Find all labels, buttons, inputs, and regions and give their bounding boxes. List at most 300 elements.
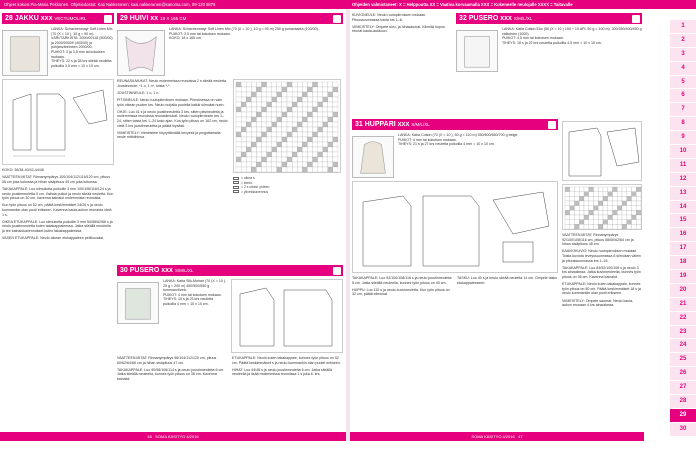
index-tab-28[interactable]: 28 [670, 395, 696, 408]
chart-cell [246, 97, 251, 102]
index-tab-3[interactable]: 3 [670, 48, 696, 61]
chart-cell [262, 167, 267, 172]
index-tab-22[interactable]: 22 [670, 312, 696, 325]
chart-cell [272, 127, 277, 132]
chart-cell [241, 117, 246, 122]
chart-cell [636, 201, 641, 206]
chart-cell [282, 127, 287, 132]
pattern-29-legend: = oikea s = kierto = 2 s oikein yhteen = ylivetokavennus [233, 176, 341, 194]
chart-cell [589, 206, 594, 211]
index-tab-10[interactable]: 10 [670, 145, 696, 158]
chart-cell [328, 102, 333, 107]
index-tab-30[interactable]: 30 [670, 423, 696, 436]
chart-cell [241, 82, 246, 87]
chart-cell [246, 142, 251, 147]
chart-cell [328, 82, 333, 87]
chart-cell [297, 122, 302, 127]
chart-cell [323, 132, 328, 137]
chart-cell [313, 132, 318, 137]
chart-cell [302, 122, 307, 127]
index-tab-20[interactable]: 20 [670, 284, 696, 297]
index-tab-19[interactable]: 19 [670, 270, 696, 283]
top-bar-right: Ohjeiden valmistaneet: X = Helppoutta XX = Vaativa korvaamalla XXX = Kokeneelle neulojalle XXXX = Taitavalle [352, 2, 573, 7]
pattern-29-header: 29 HUIVI xx 18 X 165 CM [117, 13, 343, 24]
chart-cell [603, 224, 608, 229]
index-tab-4[interactable]: 4 [670, 62, 696, 75]
chart-cell [267, 92, 272, 97]
chart-cell [251, 127, 256, 132]
chart-cell [267, 132, 272, 137]
pattern-31-text-5: VIIMEISTELY: Ompele sivu- ja hihasaumat. Kiinnitä hupun reunat kaula-aukkoon. [352, 24, 446, 34]
chart-cell [570, 196, 575, 201]
chart-cell [575, 192, 580, 197]
index-tab-5[interactable]: 5 [670, 76, 696, 89]
index-tab-23[interactable]: 23 [670, 326, 696, 339]
chart-cell [632, 210, 637, 215]
chart-cell [302, 167, 307, 172]
chart-cell [272, 122, 277, 127]
chart-cell [236, 112, 241, 117]
chart-cell [575, 201, 580, 206]
chart-cell [575, 196, 580, 201]
chart-cell [589, 187, 594, 192]
chart-cell [256, 92, 261, 97]
chart-cell [598, 201, 603, 206]
level-icon [333, 267, 341, 275]
pattern-29-specs: LANKA: Schachenmayr Soft Linen Mix (70 (X = 10 ), 10 g = 93 m) 250 g punavaalea (100/00). [169, 27, 319, 31]
chart-cell [307, 147, 312, 152]
chart-cell [236, 97, 241, 102]
chart-cell [272, 162, 277, 167]
chart-cell [627, 220, 632, 225]
chart-cell [277, 157, 282, 162]
chart-cell [251, 157, 256, 162]
chart-cell [282, 112, 287, 117]
chart-cell [292, 137, 297, 142]
chart-cell [636, 192, 641, 197]
index-tab-12[interactable]: 12 [670, 173, 696, 186]
chart-cell [282, 142, 287, 147]
chart-cell [302, 132, 307, 137]
chart-cell [333, 82, 338, 87]
chart-cell [613, 224, 618, 229]
left-page [0, 9, 346, 441]
chart-cell [251, 82, 256, 87]
index-tab-14[interactable]: 14 [670, 201, 696, 214]
chart-cell [613, 196, 618, 201]
pattern-30-text-2: TAKAKAPPALE: Luo 90/98/106/114 s ja neulo joustinneuletta 6 cm. Jatka sileällä neuleella, kunnes työn pituus on 38 cm. Kavenna kainalot. [117, 367, 225, 381]
index-tab-26[interactable]: 26 [670, 367, 696, 380]
chart-cell [333, 122, 338, 127]
chart-cell [636, 206, 641, 211]
chart-cell [262, 122, 267, 127]
chart-cell [302, 87, 307, 92]
chart-cell [297, 142, 302, 147]
chart-cell [241, 127, 246, 132]
chart-cell [292, 112, 297, 117]
pattern-30-needles: PUIKOT: 4 mm tai kokoisen mukaan. [163, 292, 222, 297]
chart-cell [302, 112, 307, 117]
chart-cell [297, 117, 302, 122]
chart-cell [307, 122, 312, 127]
chart-cell [333, 132, 338, 137]
chart-cell [570, 210, 575, 215]
chart-cell [267, 87, 272, 92]
pattern-28-text-2: TAKAKAPPALE: Luo silmukoita puikoille 3 mm 100/108/116/124 s ja neulo joustinneuletta 5 cm. Vaihda puikot ja neulo sileää neuletta. Kun työn pituus on 30 cm, kavenna kainalot molemmista reunoista. [2, 186, 114, 201]
chart-cell [307, 82, 312, 87]
chart-cell [307, 137, 312, 142]
chart-cell [262, 127, 267, 132]
chart-cell [333, 147, 338, 152]
chart-cell [292, 107, 297, 112]
chart-cell [272, 102, 277, 107]
chart-cell [282, 97, 287, 102]
chart-cell [313, 112, 318, 117]
chart-cell [333, 92, 338, 97]
chart-cell [287, 132, 292, 137]
index-tab-24[interactable]: 24 [670, 339, 696, 352]
chart-cell [297, 107, 302, 112]
chart-cell [598, 210, 603, 215]
chart-cell [246, 92, 251, 97]
chart-cell [323, 142, 328, 147]
chart-cell [307, 127, 312, 132]
chart-cell [262, 137, 267, 142]
chart-cell [323, 147, 328, 152]
index-tab-18[interactable]: 18 [670, 256, 696, 269]
chart-cell [603, 196, 608, 201]
chart-cell [292, 147, 297, 152]
chart-cell [594, 187, 599, 192]
chart-cell [589, 224, 594, 229]
pattern-32-chart [562, 184, 642, 230]
chart-cell [328, 137, 333, 142]
chart-cell [313, 117, 318, 122]
chart-cell [262, 82, 267, 87]
chart-cell [632, 196, 637, 201]
pattern-32-needles: PUIKOT: 4,5 mm tai kokoisen mukaan. [502, 36, 564, 41]
chart-cell [318, 117, 323, 122]
chart-cell [570, 206, 575, 211]
chart-cell [333, 157, 338, 162]
pattern-31-gauge: TIHEYS: 21 s ja 27 krs neuletta puikoilla 4 mm = 10 x 10 cm. [398, 142, 495, 147]
chart-cell [622, 206, 627, 211]
chart-cell [282, 167, 287, 172]
index-tab-27[interactable]: 27 [670, 381, 696, 394]
chart-cell [598, 192, 603, 197]
pattern-28-gauge: TIHEYS: 22 s ja 28 krs sileää neuletta puikoilla 3,5 mm = 10 x 10 cm. [51, 59, 112, 68]
pattern-32-text-5: VIIMEISTELY: Ompele saumat. Neulo kaula-aukon reunaan 4 krs ainaoikeaa. [562, 298, 634, 308]
chart-cell [608, 196, 613, 201]
chart-cell [323, 127, 328, 132]
chart-cell [565, 201, 570, 206]
chart-cell [267, 122, 272, 127]
chart-cell [292, 127, 297, 132]
chart-cell [579, 192, 584, 197]
chart-cell [333, 117, 338, 122]
chart-cell [579, 220, 584, 225]
chart-cell [277, 112, 282, 117]
chart-cell [307, 157, 312, 162]
chart-cell [287, 82, 292, 87]
chart-cell [579, 196, 584, 201]
chart-cell [313, 157, 318, 162]
pattern-28-text-1: VAATTEEN MITAT: Rinnanympärys 100/104/112/116/120 cm, pituus 55 cm joka kokossa ja hihan sisäpituus 45 cm joka kokossa. [2, 175, 111, 184]
chart-cell [282, 102, 287, 107]
index-tab-16[interactable]: 16 [670, 228, 696, 241]
pattern-28-thumbnail [2, 30, 48, 76]
chart-cell [627, 210, 632, 215]
chart-cell [598, 196, 603, 201]
pattern-32-text-3: TAKAKAPPALE: Luo 84/92/100/108 s ja neulo 3 krs ainaoikeaa. Jatka kuvioneuleella, kunnes työn pituus on 36 cm. Kavenna kainalot. [562, 265, 641, 279]
right-page [350, 9, 670, 441]
chart-cell [292, 157, 297, 162]
chart-cell [323, 152, 328, 157]
chart-cell [608, 224, 613, 229]
chart-cell [282, 92, 287, 97]
chart-cell [277, 97, 282, 102]
chart-cell [589, 220, 594, 225]
chart-cell [328, 122, 333, 127]
chart-cell [617, 201, 622, 206]
chart-cell [251, 97, 256, 102]
chart-cell [246, 117, 251, 122]
chart-cell [328, 92, 333, 97]
pattern-32-gauge: TIHEYS: 18 s ja 22 krs neuletta puikoilla 4,5 mm = 10 x 10 cm. [502, 40, 602, 45]
chart-cell [292, 102, 297, 107]
chart-cell [328, 127, 333, 132]
chart-cell [575, 206, 580, 211]
chart-cell [579, 210, 584, 215]
chart-cell [282, 152, 287, 157]
pattern-30 [117, 265, 343, 433]
chart-cell [318, 112, 323, 117]
chart-cell [241, 142, 246, 147]
chart-cell [287, 142, 292, 147]
chart-cell [627, 206, 632, 211]
chart-cell [292, 122, 297, 127]
chart-cell [302, 117, 307, 122]
pattern-29-text-5: VIIMEISTELY: Viimeistele höyryttämällä kevyesti ja pingottamalla neule mittoihinsa. [117, 130, 221, 140]
chart-cell [251, 107, 256, 112]
pattern-28-text-5: VASEN ETUKAPPALE: Neulo oikean etukappaleen peilikuvaksi. [2, 236, 105, 241]
chart-cell [328, 117, 333, 122]
chart-cell [565, 224, 570, 229]
pattern-30-text-1: VAATTEEN MITAT: Rinnanympärys 96/104/112/120 cm, pituus 60/62/64/66 cm ja hihan sisäpituus 47 cm. [117, 356, 217, 365]
pattern-29 [117, 13, 343, 261]
chart-cell [302, 127, 307, 132]
chart-cell [579, 224, 584, 229]
chart-cell [328, 152, 333, 157]
chart-cell [267, 152, 272, 157]
chart-cell [313, 92, 318, 97]
pattern-30-header: 30 PUSERO xxx S/M/L/XL [117, 265, 343, 276]
chart-cell [565, 210, 570, 215]
chart-cell [292, 97, 297, 102]
chart-cell [594, 210, 599, 215]
chart-cell [287, 152, 292, 157]
chart-cell [622, 187, 627, 192]
chart-cell [594, 206, 599, 211]
chart-cell [328, 157, 333, 162]
pattern-31-needles: PUIKOT: 4 mm tai kokoisen mukaan. [398, 137, 457, 142]
index-tab-15[interactable]: 15 [670, 214, 696, 227]
chart-cell [627, 224, 632, 229]
chart-cell [287, 112, 292, 117]
chart-cell [256, 87, 261, 92]
chart-cell [251, 112, 256, 117]
chart-cell [617, 187, 622, 192]
chart-cell [297, 167, 302, 172]
chart-cell [292, 92, 297, 97]
chart-cell [323, 107, 328, 112]
chart-cell [241, 162, 246, 167]
index-tab-17[interactable]: 17 [670, 242, 696, 255]
chart-cell [251, 167, 256, 172]
pattern-29-thumbnail [117, 30, 165, 76]
index-tab-2[interactable]: 2 [670, 34, 696, 47]
chart-cell [251, 122, 256, 127]
chart-cell [262, 117, 267, 122]
level-icon [104, 15, 112, 23]
chart-cell [318, 157, 323, 162]
chart-cell [262, 157, 267, 162]
chart-cell [262, 152, 267, 157]
pattern-30-gauge: TIHEYS: 19 s ja 23 krs neuletta puikoilla 4 mm = 10 x 10 cm. [163, 297, 214, 306]
chart-cell [287, 92, 292, 97]
pattern-29-text-4: OHJE: Luo 41 s ja neulo joustinneuletta 3 krs, sitten pitsineuletta ja molemmissa reunoissa reunasilmukat. Neulo ruutupiirroksen krs 1–24, sitten toista krs 1–24 koko ajan. Kun työn pituus on 162 cm, neulo vielä 3 krs joustinneuletta ja päätä löysästi. [117, 109, 228, 128]
chart-cell [579, 201, 584, 206]
index-tab-9[interactable]: 9 [670, 131, 696, 144]
chart-cell [297, 97, 302, 102]
index-tab-11[interactable]: 11 [670, 159, 696, 172]
chart-cell [236, 132, 241, 137]
index-tab-8[interactable]: 8 [670, 117, 696, 130]
pattern-31-text-4: TASKU: Luo 40 s ja neulo sileää neuletta 14 cm. Ompele tasku etukappaleeseen. [457, 276, 558, 285]
chart-cell [584, 215, 589, 220]
chart-cell [302, 142, 307, 147]
chart-cell [603, 192, 608, 197]
chart-cell [584, 224, 589, 229]
index-tab-21[interactable]: 21 [670, 298, 696, 311]
pattern-31 [352, 119, 558, 431]
chart-cell [282, 117, 287, 122]
chart-cell [636, 215, 641, 220]
chart-cell [613, 220, 618, 225]
pattern-28-text-4: OIKEA ETUKAPPALE: Luo silmukoita puikoille 3 mm 54/58/62/66 s ja neulo joustinneuletta kuten takakappaleessa. Jatka sileällä neuleella ja tee kainalokavennukset kuten takakappaleessa. [2, 219, 113, 233]
chart-cell [246, 132, 251, 137]
chart-cell [594, 201, 599, 206]
chart-cell [570, 224, 575, 229]
chart-cell [282, 107, 287, 112]
chart-cell [608, 192, 613, 197]
chart-cell [246, 147, 251, 152]
chart-cell [287, 97, 292, 102]
chart-cell [307, 152, 312, 157]
chart-cell [267, 147, 272, 152]
chart-cell [318, 107, 323, 112]
chart-cell [236, 92, 241, 97]
pattern-32-text-1: VAATTEEN MITAT: Rinnanympärys 92/100/108/116 cm, pituus 58/60/62/64 cm ja hihan sisäpituus 45 cm. [562, 233, 634, 247]
chart-cell [256, 107, 261, 112]
chart-cell [272, 167, 277, 172]
chart-cell [282, 157, 287, 162]
chart-cell [236, 122, 241, 127]
chart-cell [598, 206, 603, 211]
index-tab-1[interactable]: 1 [670, 20, 696, 33]
pattern-28-schematic [2, 79, 114, 165]
pattern-32-specs: LANKA: Katia Cotton Eko (50 (X = 10 ) 100 + 10 APL 50 g = 100 m). 300/350/400/450 g valkoinen (1000). [502, 27, 642, 36]
chart-cell [575, 210, 580, 215]
chart-cell [256, 127, 261, 132]
pattern-28-header: 28 JAKKU xxx VECTUMOLIRL [2, 13, 114, 24]
index-tab-6[interactable]: 6 [670, 89, 696, 102]
chart-cell [236, 157, 241, 162]
chart-cell [292, 87, 297, 92]
chart-cell [584, 196, 589, 201]
chart-cell [632, 187, 637, 192]
chart-cell [256, 142, 261, 147]
chart-cell [632, 224, 637, 229]
chart-cell [333, 107, 338, 112]
chart-cell [241, 112, 246, 117]
pattern-29-chart [233, 79, 341, 173]
chart-cell [313, 82, 318, 87]
chart-cell [313, 87, 318, 92]
chart-cell [323, 122, 328, 127]
chart-cell [565, 192, 570, 197]
index-tab-7[interactable]: 7 [670, 103, 696, 116]
chart-cell [236, 107, 241, 112]
index-tab-13[interactable]: 13 [670, 187, 696, 200]
chart-cell [333, 137, 338, 142]
chart-cell [603, 187, 608, 192]
chart-cell [632, 220, 637, 225]
chart-cell [613, 201, 618, 206]
chart-cell [632, 206, 637, 211]
chart-cell [313, 127, 318, 132]
chart-cell [622, 215, 627, 220]
chart-cell [236, 127, 241, 132]
index-tab-29[interactable]: 29 [670, 409, 696, 422]
index-tab-25[interactable]: 25 [670, 353, 696, 366]
chart-cell [570, 215, 575, 220]
chart-cell [277, 82, 282, 87]
chart-cell [328, 147, 333, 152]
pattern-28-size: KOKO: 36/38-40/42-44/46 [2, 168, 44, 172]
chart-cell [282, 137, 287, 142]
chart-cell [282, 132, 287, 137]
chart-cell [287, 117, 292, 122]
chart-cell [272, 82, 277, 87]
pattern-29-needles: PUIKOT: 3,5 mm tai kokoisen mukaan. [169, 31, 231, 36]
chart-cell [575, 215, 580, 220]
level-icon [548, 121, 556, 129]
chart-cell [570, 192, 575, 197]
chart-cell [313, 142, 318, 147]
chart-cell [613, 192, 618, 197]
chart-cell [297, 92, 302, 97]
chart-cell [236, 137, 241, 142]
chart-cell [251, 117, 256, 122]
chart-cell [632, 215, 637, 220]
chart-cell [256, 82, 261, 87]
chart-cell [267, 102, 272, 107]
chart-cell [307, 142, 312, 147]
chart-cell [617, 206, 622, 211]
chart-cell [256, 162, 261, 167]
chart-cell [613, 210, 618, 215]
